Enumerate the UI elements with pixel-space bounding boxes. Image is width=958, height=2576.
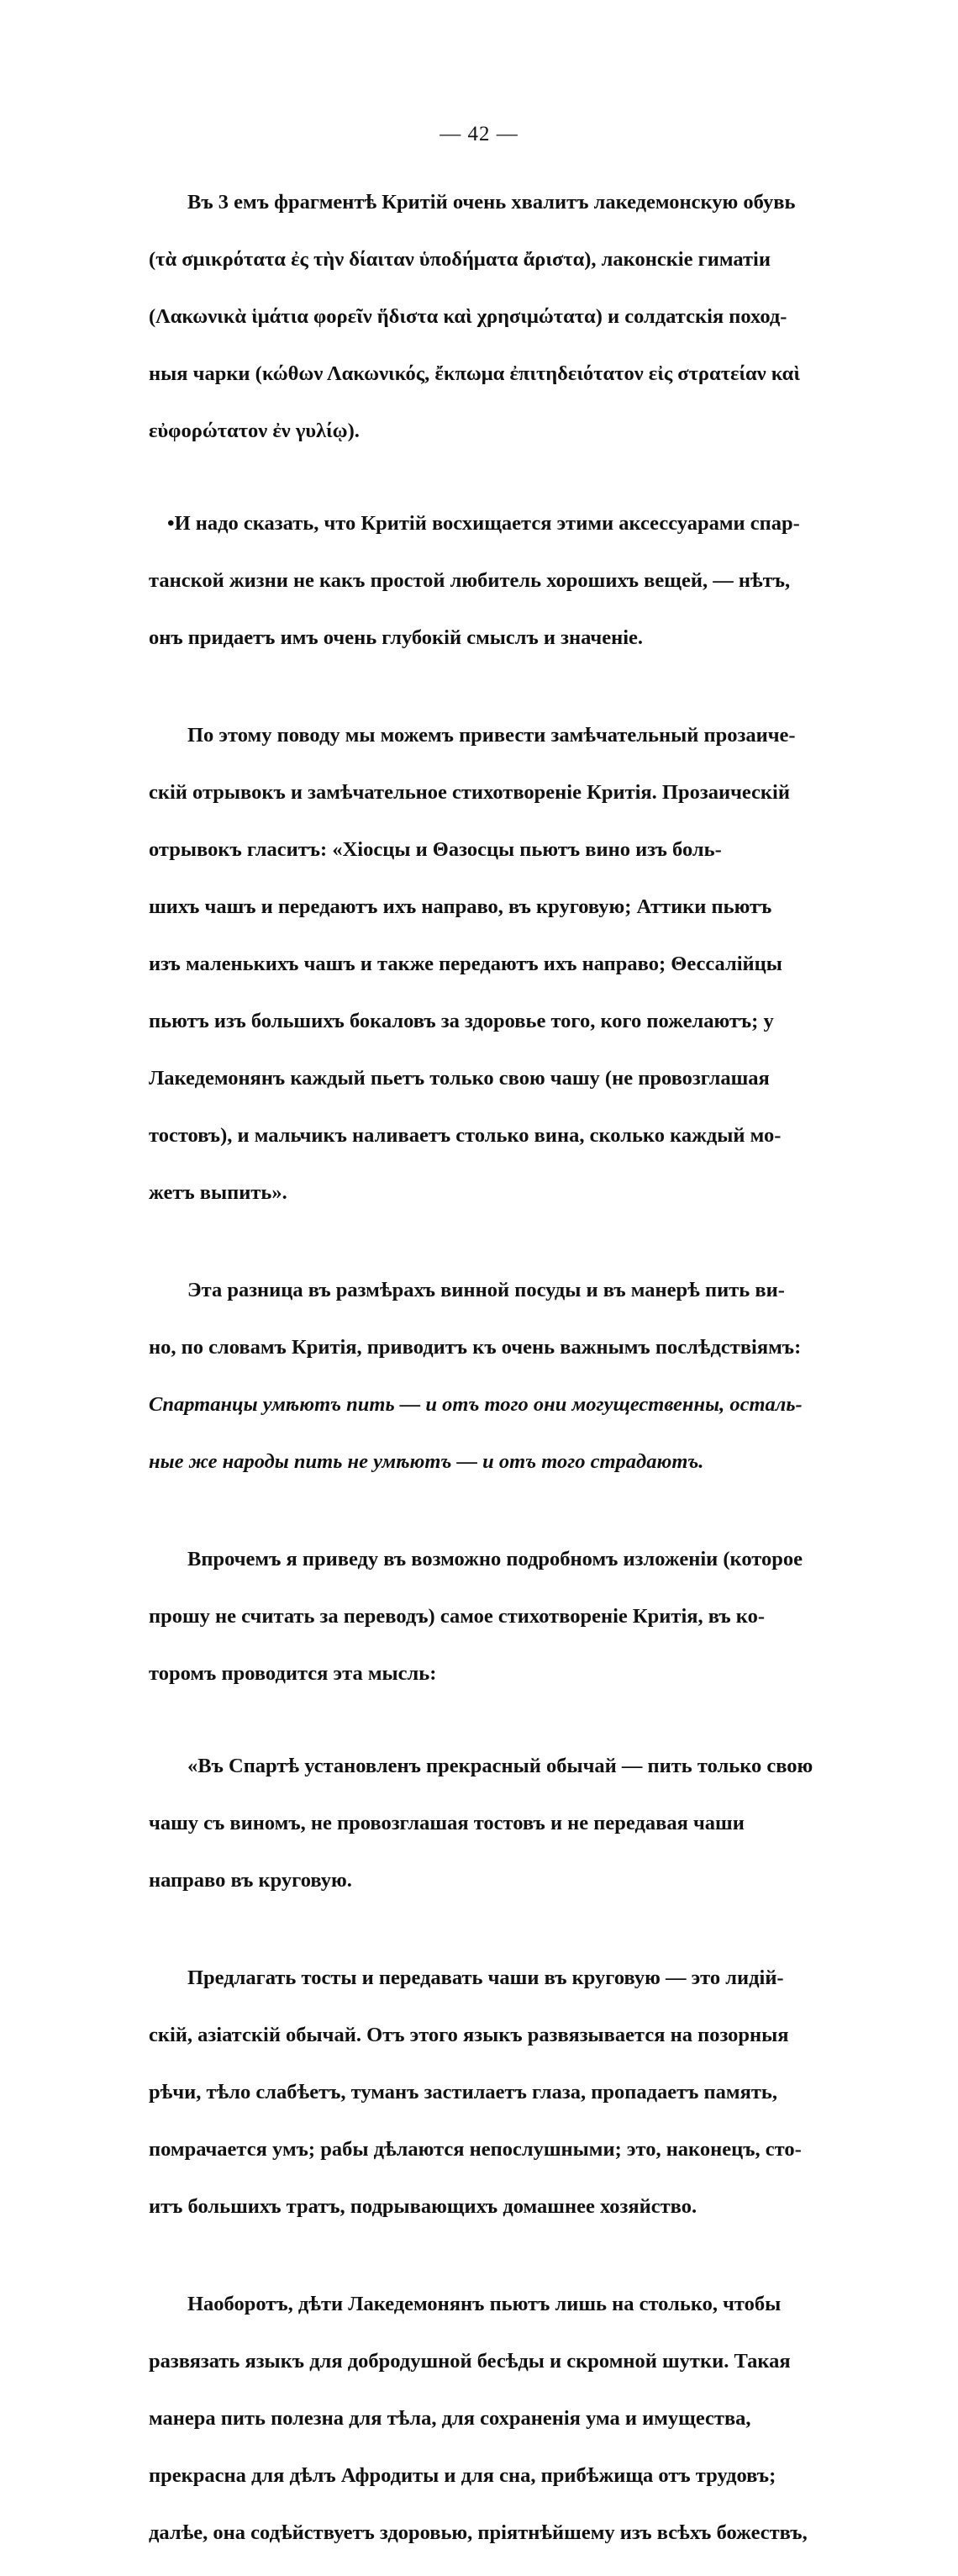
emphasis-line: ные же народы пить не умѣютъ — и отъ того страдаютъ. <box>149 1450 704 1473</box>
text-line: пьютъ изъ большихъ бокаловъ за здоровье того, кого пожелаютъ; у <box>149 1010 774 1032</box>
text-line: танской жизни не какъ простой любитель хорошихъ вещей, — нѣтъ, <box>149 569 791 592</box>
text-line: (τὰ σμικρότατα ἐς τὴν δίαιταν ὑποδήματα ἄριστα), лаконскіе гиматіи <box>149 248 771 271</box>
text-line: Наоборотъ, дѣти Лакедемонянъ пьютъ лишь на столько, чтобы <box>187 2293 782 2315</box>
paragraph-4 <box>149 1248 863 1505</box>
text-line: помрачается умъ; рабы дѣлаются непослушными; это, наконецъ, сто- <box>149 2138 802 2161</box>
text-line: рѣчи, тѣло слабѣетъ, туманъ застилаетъ глаза, пропадаетъ память, <box>149 2081 777 2104</box>
emphasis-line: Спартанцы умѣютъ пить — и отъ того они могущественны, осталь- <box>149 1393 803 1416</box>
text-line: «Въ Спартѣ установленъ прекрасный обычай — пить только свою <box>187 1755 813 1777</box>
text-line: Въ 3 емъ фрагментѣ Критій очень хвалитъ лакедемонскую обувь <box>187 191 796 214</box>
paragraph-8 <box>149 2262 863 2576</box>
text-line: скій, азіатскій обычай. Отъ этого языкъ развязывается на позорныя <box>149 2024 789 2046</box>
text-line: Эта разница въ размѣрахъ винной посуды и въ манерѣ пить ви- <box>187 1279 785 1301</box>
text-line: далѣе, она содѣйствуетъ здоровью, пріятнѣйшему изъ всѣхъ божествъ, <box>149 2521 808 2544</box>
text-line: торомъ проводится эта мысль: <box>149 1662 437 1685</box>
text-line: жетъ выпить». <box>149 1181 287 1204</box>
text-line: скій отрывокъ и замѣчательное стихотвореніе Критія. Прозаическій <box>149 781 790 804</box>
text-line: онъ придаетъ имъ очень глубокій смыслъ и значеніе. <box>149 626 644 649</box>
paragraph-5 <box>149 1517 863 1717</box>
text-line: манера пить полезна для тѣла, для сохраненія ума и имущества, <box>149 2407 751 2430</box>
paragraph-2 <box>149 481 863 681</box>
text-line: ныя чарки (κώθων Λακωνικός, ἔκπωμα ἐπιτηδειότατον εἰς στρατείαν καὶ <box>149 362 800 385</box>
paragraph-6 <box>149 1723 863 1924</box>
paragraph-3 <box>149 693 863 1236</box>
text-line: тостовъ), и мальчикъ наливаетъ столько вина, сколько каждый мо- <box>149 1124 782 1147</box>
text-line: По этому поводу мы можемъ привести замѣчательный прозаиче- <box>187 724 796 747</box>
text-line: но, по словамъ Критія, приводитъ къ очень важнымъ послѣдствіямъ: <box>149 1336 802 1359</box>
text-line: Лакедемонянъ каждый пьетъ только свою чашу (не провозглашая <box>149 1067 770 1090</box>
text-line: Предлагать тосты и передавать чаши въ круговую — это лидій- <box>187 1966 784 1989</box>
text-line: чашу съ виномъ, не провозглашая тостовъ и не передавая чаши <box>149 1812 745 1834</box>
text-line: развязать языкъ для добродушной бесѣды и скромной шутки. Такая <box>149 2350 791 2373</box>
text-line: шихъ чашъ и передаютъ ихъ направо, въ круговую; Аттики пьютъ <box>149 895 772 918</box>
text-line: εὐφορώτατον ἐν γυλίῳ). <box>149 420 360 442</box>
paragraph-1 <box>149 160 863 474</box>
paragraph-7 <box>149 1935 863 2250</box>
page-number: — 42 — <box>440 123 518 145</box>
text-line: изъ маленькихъ чашъ и также передаютъ ихъ направо; Θессалійцы <box>149 953 782 975</box>
text-line: прошу не считать за переводъ) самое стихотвореніе Критія, въ ко- <box>149 1605 765 1628</box>
text-line: (Λακωνικὰ ἱμάτια φορεῖν ἥδιστα καὶ χρησιμώτατα) и солдатскія поход- <box>149 305 787 328</box>
text-line: Впрочемъ я приведу въ возможно подробномъ изложеніи (которое <box>187 1548 803 1570</box>
text-line: итъ большихъ тратъ, подрывающихъ домашнее хозяйство. <box>149 2195 697 2218</box>
body-text <box>149 160 863 2576</box>
text-line: направо въ круговую. <box>149 1869 352 1892</box>
text-line: отрывокъ гласитъ: «Хіосцы и Θазосцы пьютъ вино изъ боль- <box>149 838 722 861</box>
text-line: прекрасна для дѣлъ Афродиты и для сна, прибѣжища отъ трудовъ; <box>149 2464 776 2487</box>
text-line: •И надо сказать, что Критій восхищается этими аксессуарами спар- <box>167 512 800 535</box>
